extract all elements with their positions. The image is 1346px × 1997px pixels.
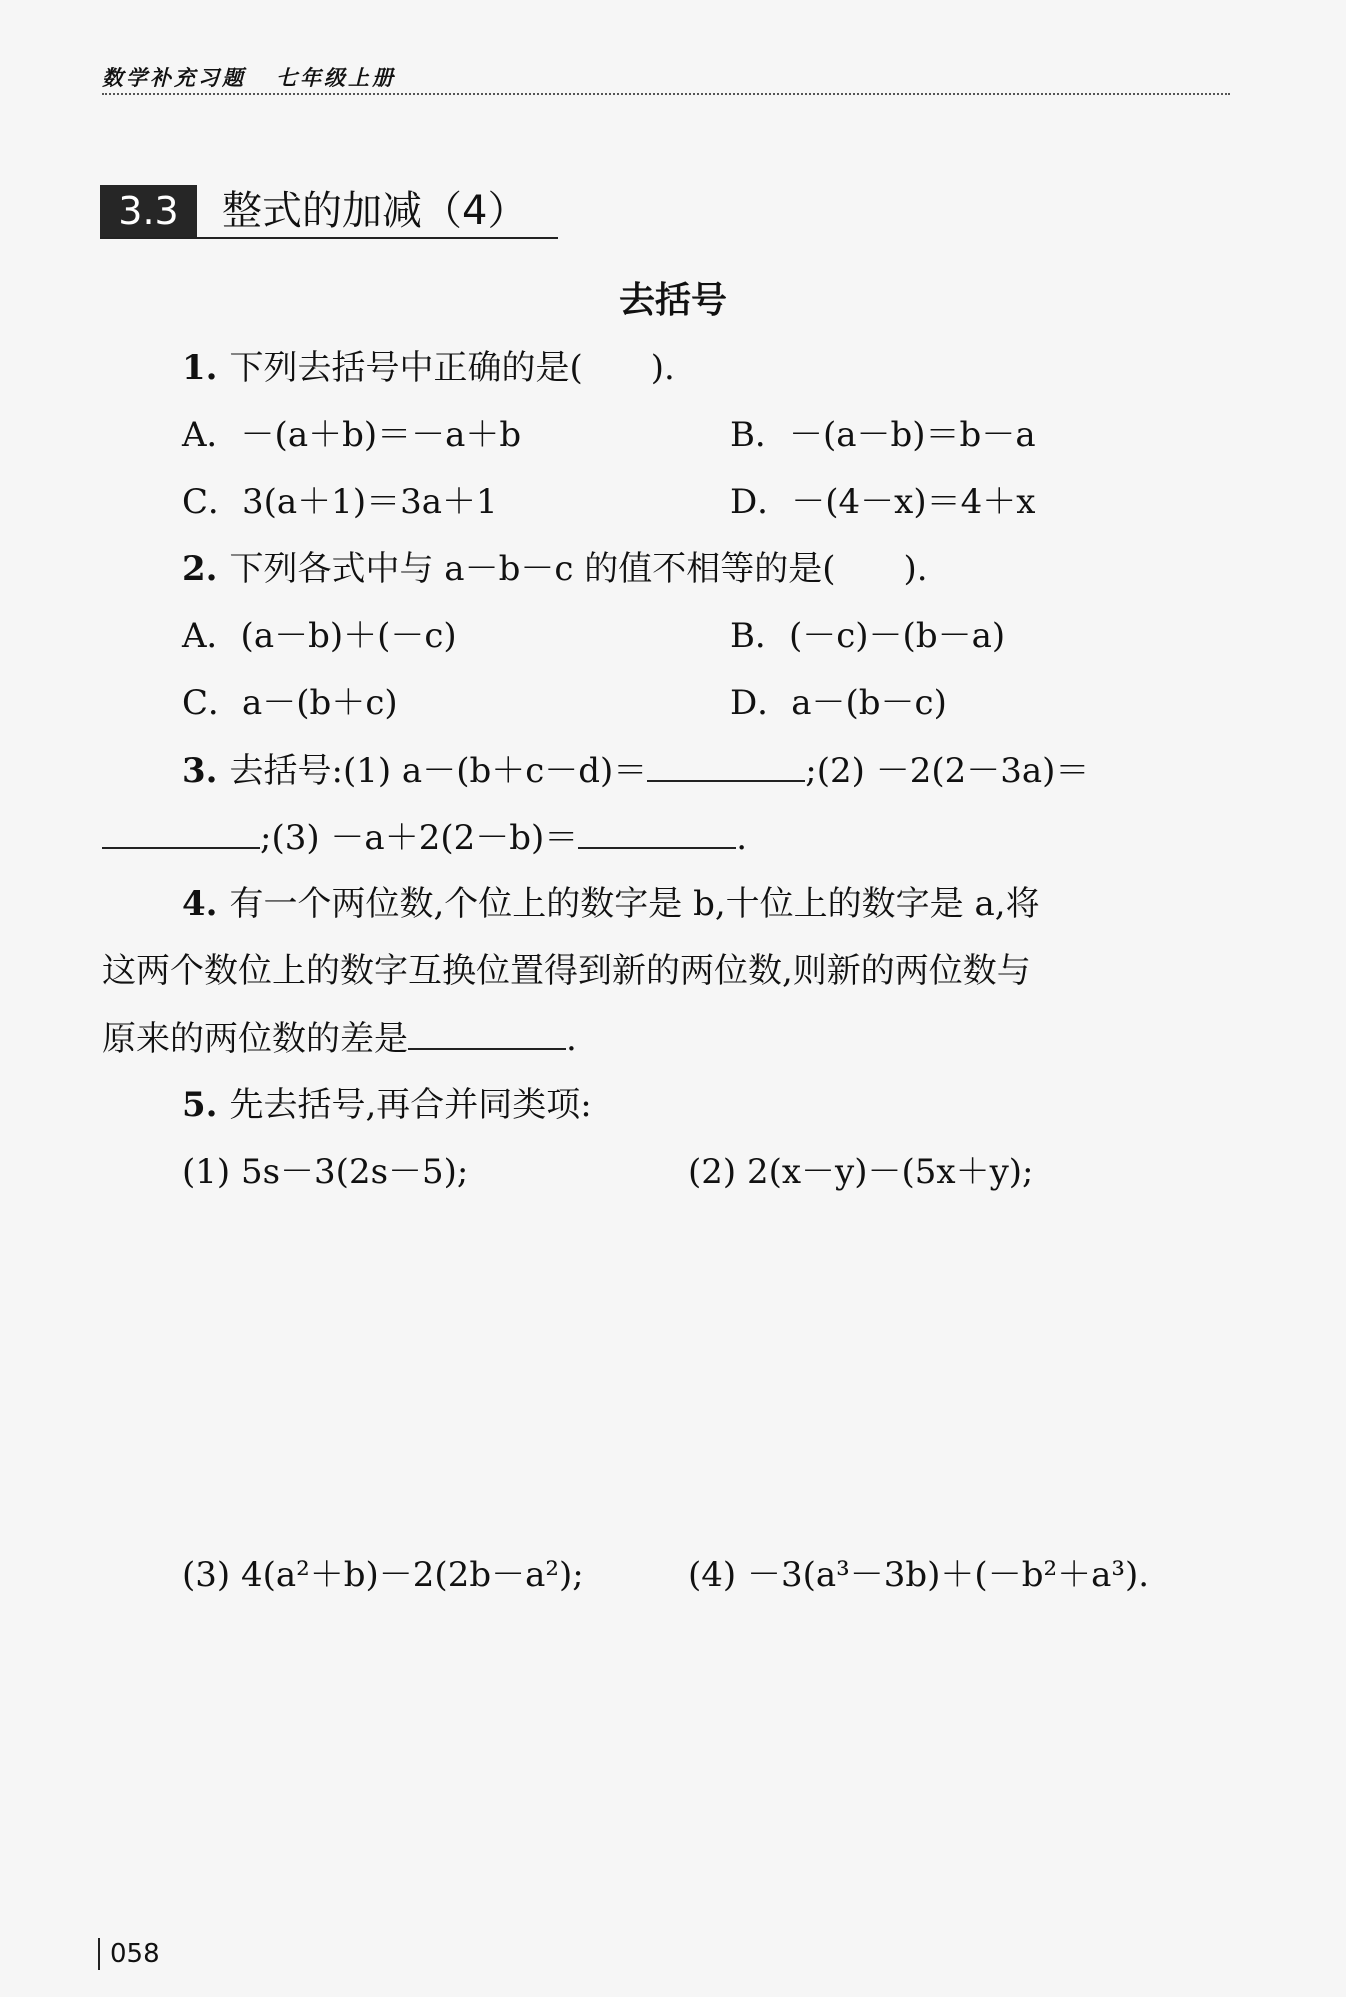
question-5-part-4: (4) －3(a³－3b)＋(－b²＋a³). <box>688 1555 1150 1595</box>
question-1-stem: 1. 下列去括号中正确的是( ). <box>182 348 675 388</box>
section-title: 整式的加减（4） <box>222 188 528 234</box>
answer-blank[interactable] <box>647 748 805 782</box>
grade-label: 七年级上册 <box>276 66 396 90</box>
question-2-option-b: B．(－c)－(b－a) <box>730 616 1006 656</box>
question-4-line-3: 原来的两位数的差是 . <box>102 1016 577 1061</box>
question-2-stem: 2. 下列各式中与 a－b－c 的值不相等的是( ). <box>182 549 928 589</box>
answer-blank[interactable] <box>408 1016 566 1050</box>
question-1-option-c: C．3(a＋1)＝3a＋1 <box>182 482 498 522</box>
question-5-stem: 5. 先去括号,再合并同类项: <box>182 1085 592 1125</box>
section-number: 3.3 <box>100 185 197 237</box>
question-2-option-c: C．a－(b＋c) <box>182 683 398 723</box>
header-divider <box>102 93 1230 95</box>
question-3-line-1: 3. 去括号:(1) a－(b＋c－d)＝ ;(2) －2(2－3a)＝ <box>182 748 1089 793</box>
question-number: 5. <box>182 1085 218 1125</box>
section-heading <box>100 185 558 239</box>
question-4-line-2: 这两个数位上的数字互换位置得到新的两位数,则新的两位数与 <box>102 951 1031 991</box>
running-header <box>102 62 396 92</box>
book-title: 数学补充习题 <box>102 66 246 90</box>
question-3-line-2: ;(3) －a＋2(2－b)＝ . <box>102 815 747 860</box>
question-5-part-3: (3) 4(a²＋b)－2(2b－a²); <box>182 1555 584 1595</box>
subsection-title: 去括号 <box>618 280 727 321</box>
question-5-part-1: (1) 5s－3(2s－5); <box>182 1152 469 1192</box>
question-number: 1. <box>182 348 218 388</box>
question-1-option-d: D．－(4－x)＝4＋x <box>730 482 1036 522</box>
question-2-option-a: A．(a－b)＋(－c) <box>182 616 457 656</box>
question-number: 3. <box>182 751 218 791</box>
page-number: 058 <box>98 1938 160 1970</box>
answer-blank[interactable] <box>578 815 736 849</box>
question-1-option-b: B．－(a－b)＝b－a <box>730 415 1036 455</box>
answer-blank[interactable] <box>102 815 260 849</box>
question-5-part-2: (2) 2(x－y)－(5x＋y); <box>688 1152 1034 1192</box>
question-4-line-1: 4. 有一个两位数,个位上的数字是 b,十位上的数字是 a,将 <box>182 884 1040 924</box>
question-number: 4. <box>182 884 218 924</box>
question-number: 2. <box>182 549 218 589</box>
question-2-option-d: D．a－(b－c) <box>730 683 947 723</box>
question-1-option-a: A．－(a＋b)＝－a＋b <box>182 415 522 455</box>
